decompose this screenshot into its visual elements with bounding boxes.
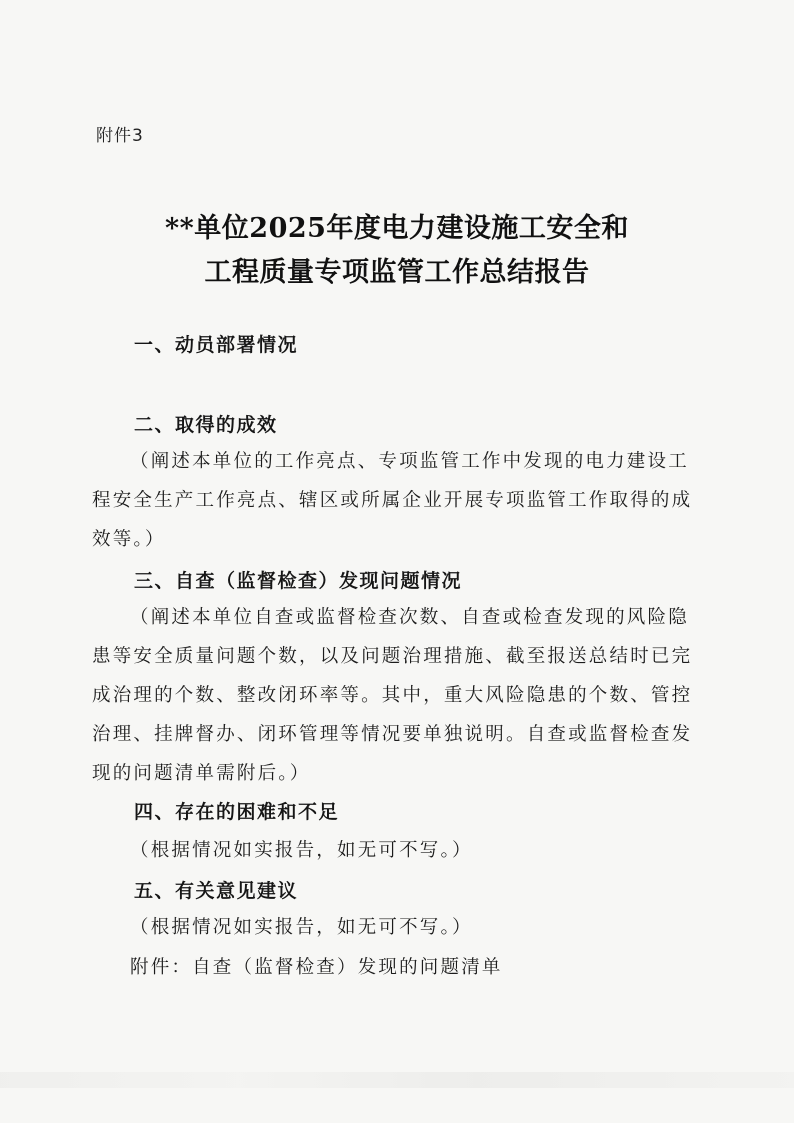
section-5-line-1: （根据情况如实报告，如无可不写。） [130,917,473,938]
document-title-line-2: 工程质量专项监管工作总结报告 [204,257,590,288]
section-5-heading: 五、有关意见建议 [134,880,299,902]
document-title-line-1: **单位2025年度电力建设施工安全和 [165,213,629,244]
section-3-line-3: 成治理的个数、整改闭环率等。其中，重大风险隐患的个数、管控 [92,685,693,706]
appendix-note: 附件：自查（监督检查）发现的问题清单 [130,957,503,978]
scan-edge-artifact [0,1072,794,1088]
section-3-line-2: 患等安全质量问题个数，以及问题治理措施、截至报送总结时已完 [92,646,693,667]
section-3-line-5: 现的问题清单需附后。） [92,763,311,784]
section-2-line-1: （阐述本单位的工作亮点、专项监管工作中发现的电力建设工 [130,451,689,472]
attachment-label: 附件3 [96,126,144,146]
section-4-line-1: （根据情况如实报告，如无可不写。） [130,840,473,861]
section-2-heading: 二、取得的成效 [134,414,278,436]
section-3-line-1: （阐述本单位自查或监督检查次数、自查或检查发现的风险隐 [130,607,689,628]
section-3-line-4: 治理、挂牌督办、闭环管理等情况要单独说明。自查或监督检查发 [92,724,693,745]
section-2-line-2: 程安全生产工作亮点、辖区或所属企业开展专项监管工作取得的成 [92,490,693,511]
section-2-line-3: 效等。） [92,529,166,550]
section-3-heading: 三、自查（监督检查）发现问题情况 [134,570,463,592]
section-1-heading: 一、动员部署情况 [134,334,299,356]
section-4-heading: 四、存在的困难和不足 [134,801,340,823]
